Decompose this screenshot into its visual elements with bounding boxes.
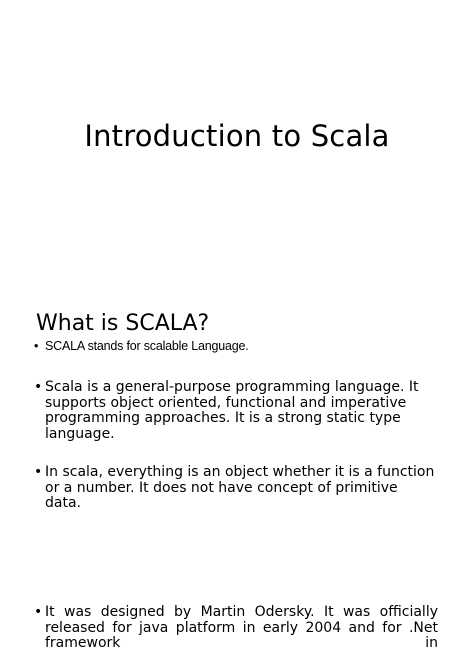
bullet-marker: • bbox=[34, 379, 43, 395]
slide-title: Introduction to Scala bbox=[84, 119, 390, 154]
bullet-text: It was designed by Martin Odersky. It was officially released for java platform in early 2004 and for .Net framework in bbox=[45, 604, 438, 651]
bullet-text: Scala is a general-purpose programming language. It supports object oriented, functional and imperative programming approaches. It is a strong static type language. bbox=[45, 379, 419, 442]
bullet-text: SCALA stands for scalable Language. bbox=[45, 339, 249, 353]
bullet-item bbox=[34, 465, 438, 512]
bullet-item bbox=[34, 380, 438, 442]
bullet-item bbox=[34, 605, 438, 652]
bullet-marker: • bbox=[34, 604, 43, 620]
bullet-marker: • bbox=[34, 339, 39, 353]
bullet-text: In scala, everything is an object whether it is a function or a number. It does not have concept of primitive data. bbox=[45, 464, 435, 511]
bullet-item bbox=[34, 339, 438, 355]
section-heading: What is SCALA? bbox=[36, 311, 210, 337]
bullet-marker: • bbox=[34, 464, 43, 480]
